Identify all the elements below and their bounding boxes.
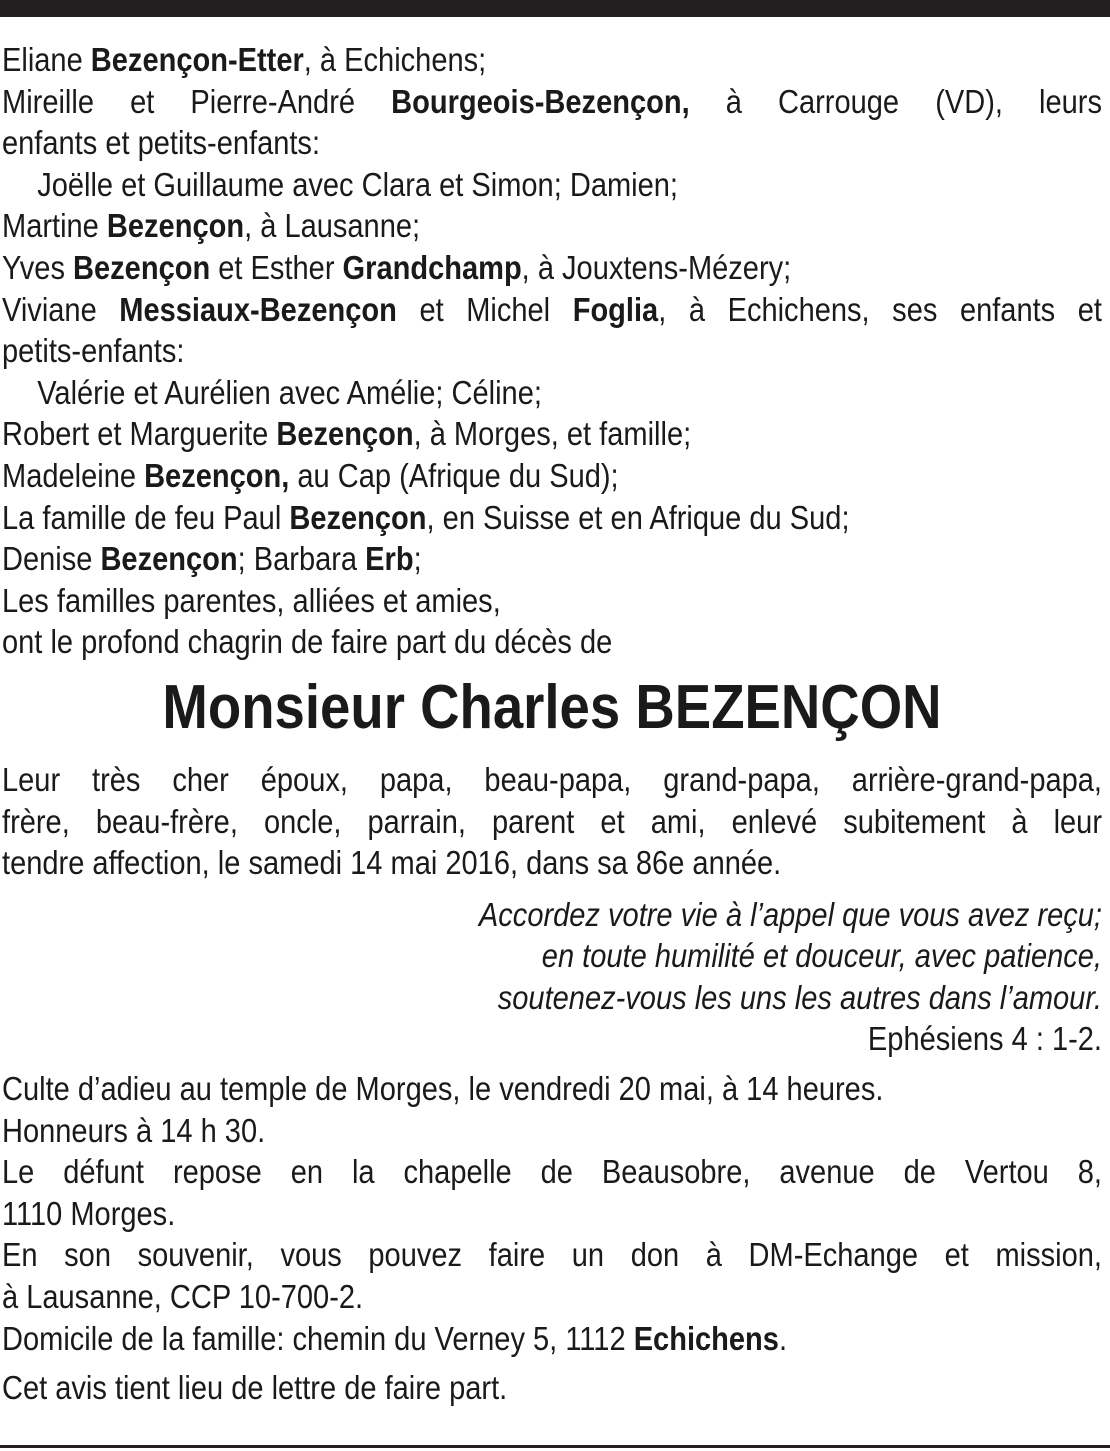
tribute-line: tendre affection, le samedi 14 mai 2016, dans sa 86e année. (2, 844, 782, 882)
bold-name: Erb (365, 540, 414, 578)
text-span: Martine (2, 207, 107, 245)
bold-name: Bezençon (106, 207, 245, 245)
bold-name: Echichens (633, 1319, 779, 1357)
text-span: petits-enfants: (2, 332, 185, 370)
text-span: Viviane (2, 290, 120, 328)
text-span: et Esther (210, 248, 343, 286)
text-span: ont le profond chagrin de faire part du décès de (2, 623, 613, 661)
tribute-text (2, 759, 1102, 884)
bold-name: Bezençon-Etter (90, 41, 304, 78)
service-line (2, 1234, 1102, 1276)
text-span: enfants et petits-enfants: (2, 124, 321, 162)
text-span: Le défunt repose en la chapelle de Beausobre, avenue de Vertou 8, (2, 1153, 1102, 1191)
bold-name: Bezençon (100, 540, 238, 578)
service-line (2, 1110, 1102, 1152)
text-span: ; Barbara (237, 540, 366, 578)
text-span: En son souvenir, vous pouvez faire un don à DM-Echange et mission, (2, 1236, 1102, 1274)
family-line (2, 621, 1102, 663)
bold-name: Grandchamp (342, 248, 522, 286)
text-span: La famille de feu Paul (2, 498, 290, 536)
family-line (2, 289, 1102, 331)
text-span: , à Echichens, ses enfants et (658, 290, 1102, 328)
text-span: à Lausanne, CCP 10-700-2. (2, 1278, 364, 1316)
tribute-line: frère, beau-frère, oncle, parrain, parent et ami, enlevé subitement à leur (2, 802, 1102, 840)
text-span: Valérie et Aurélien avec Amélie; Céline; (37, 373, 542, 411)
bottom-rule (0, 1445, 1110, 1448)
family-line (2, 538, 1102, 580)
family-line (2, 455, 1102, 497)
verse-line: Accordez votre vie à l’appel que vous avez reçu; (478, 895, 1102, 933)
text-span: . (778, 1319, 788, 1357)
family-line (2, 413, 1102, 455)
text-span: Yves (2, 248, 74, 286)
text-span: Culte d’adieu au temple de Morges, le vendredi 20 mai, à 14 heures. (2, 1070, 884, 1108)
text-span: , en Suisse et en Afrique du Sud; (426, 498, 850, 536)
text-span: ; (413, 540, 422, 578)
family-line (2, 205, 1102, 247)
bold-name: Bezençon (289, 498, 427, 536)
service-line (2, 1193, 1102, 1235)
service-line (2, 1276, 1102, 1318)
text-span: Robert et Marguerite (2, 415, 277, 453)
text-span: , à Jouxtens-Mézery; (521, 248, 792, 286)
bold-name: Foglia (572, 290, 659, 328)
service-line (2, 1151, 1102, 1193)
closing-note: Cet avis tient lieu de lettre de faire part. (2, 1369, 508, 1407)
family-line (2, 330, 1102, 372)
text-span: , à Echichens; (303, 41, 487, 78)
family-line (2, 497, 1102, 539)
text-span: Denise (2, 540, 101, 578)
text-span: et Michel (396, 290, 573, 328)
family-list (2, 39, 1102, 663)
text-span: Joëlle et Guillaume avec Clara et Simon; Damien; (37, 165, 678, 203)
top-rule (0, 0, 1110, 17)
family-line (2, 247, 1102, 289)
bold-name: Messiaux-Bezençon (119, 290, 397, 328)
text-span: Eliane (2, 41, 91, 78)
text-span: Mireille et Pierre-André (2, 82, 392, 120)
verse-line: soutenez-vous les uns les autres dans l’amour. (497, 978, 1103, 1016)
text-span: Les familles parentes, alliées et amies, (2, 581, 501, 619)
bold-name: Bezençon (276, 415, 414, 453)
bold-name: Bourgeois-Bezençon, (391, 82, 690, 120)
family-line (2, 122, 1102, 164)
service-line (2, 1068, 1102, 1110)
service-line (2, 1318, 1102, 1360)
family-line (2, 39, 1102, 81)
family-line (2, 81, 1102, 123)
text-span: 1110 Morges. (2, 1194, 176, 1232)
family-line (2, 164, 1102, 206)
text-span: , à Lausanne; (244, 207, 421, 245)
text-span: Domicile de la famille: chemin du Verney 5, 1112 (2, 1319, 634, 1357)
text-span: à Carrouge (VD), leurs (689, 82, 1102, 120)
tribute-line: Leur très cher époux, papa, beau-papa, grand-papa, arrière-grand-papa, (2, 760, 1102, 798)
bold-name: Bezençon, (144, 456, 290, 494)
service-details (2, 1068, 1102, 1359)
family-line (2, 372, 1102, 414)
deceased-name: Monsieur Charles BEZENÇON (162, 672, 942, 742)
bible-verse (2, 894, 1102, 1060)
text-span: Madeleine (2, 456, 145, 494)
verse-reference: Ephésiens 4 : 1-2. (867, 1020, 1102, 1058)
family-line (2, 580, 1102, 622)
text-span: au Cap (Afrique du Sud); (289, 456, 619, 494)
text-span: , à Morges, et famille; (413, 415, 692, 453)
bold-name: Bezençon (73, 248, 211, 286)
text-span: Honneurs à 14 h 30. (2, 1111, 266, 1149)
obituary-notice (2, 39, 1103, 1409)
verse-line: en toute humilité et douceur, avec patience, (541, 937, 1102, 975)
